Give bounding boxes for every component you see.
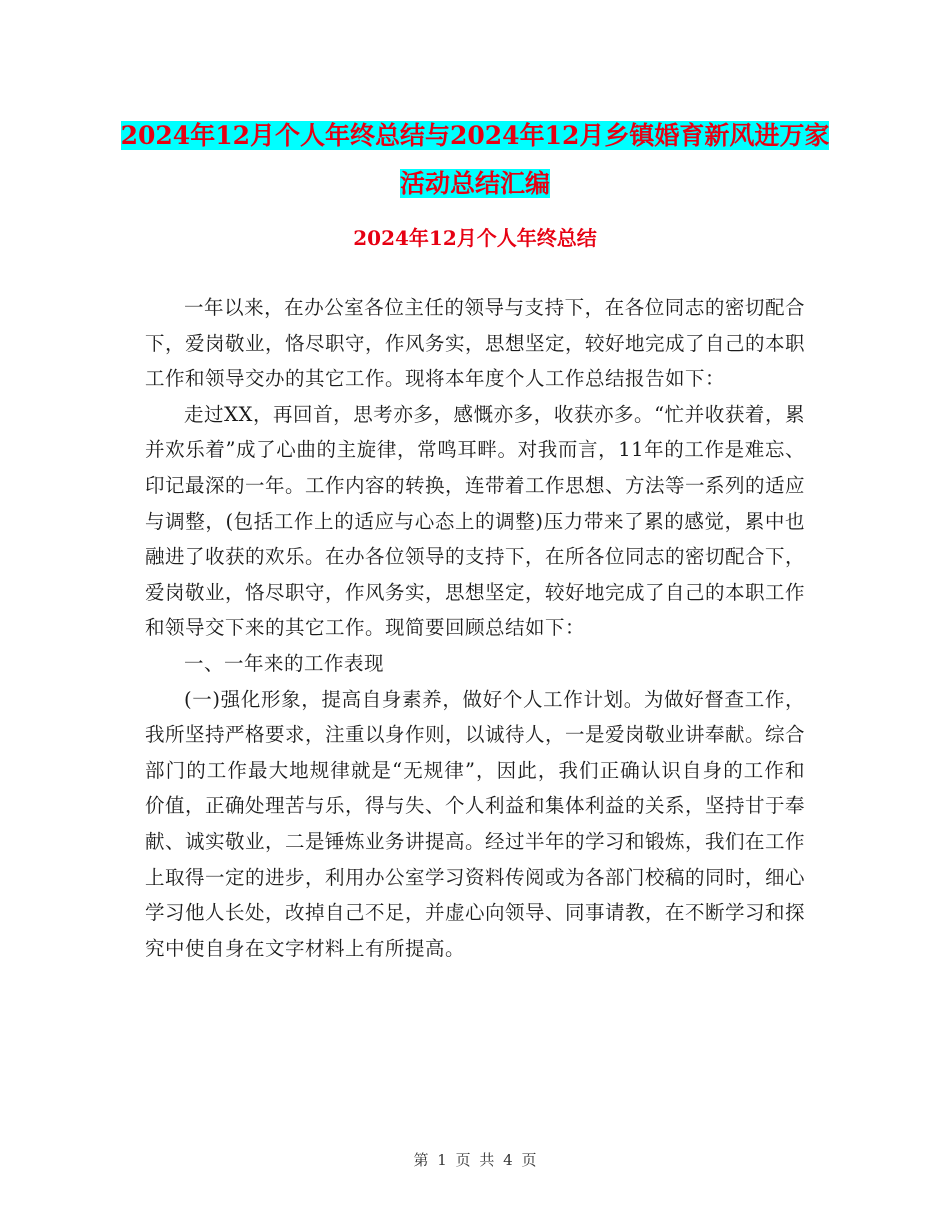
document-body bbox=[145, 290, 805, 966]
paragraph: 一年以来，在办公室各位主任的领导与支持下，在各位同志的密切配合下，爱岗敬业，恪尽职守，作风务实，思想坚定，较好地完成了自己的本职工作和领导交办的其它工作。现将本年度个人工作总结报告如下： bbox=[145, 296, 806, 391]
heading-paragraph: 一、一年来的工作表现 bbox=[184, 651, 385, 675]
page-footer: 第 1 页 共 4 页 bbox=[413, 1151, 537, 1169]
section-title: 2024年12月个人年终总结 bbox=[353, 226, 597, 250]
document-title bbox=[120, 112, 830, 208]
paragraph: (一)强化形象，提高自身素养，做好个人工作计划。为做好督查工作，我所坚持严格要求，注重以身作则，以诚待人，一是爱岗敬业讲奉献。综合部门的工作最大地规律就是“无规律”，因此，我们正确认识自身的工作和价值，正确处理苦与乐，得与失、个人利益和集体利益的关系，坚持甘于奉献、诚实敬业，二是锤炼业务讲提高。经过半年的学习和锻炼，我们在工作上取得一定的进步，利用办公室学习资料传阅或为各部门校稿的同时，细心学习他人长处，改掉自己不足，并虚心向领导、同事请教，在不断学习和探究中使自身在文字材料上有所提高。 bbox=[145, 687, 806, 960]
document-title-text: 2024年12月个人年终总结与2024年12月乡镇婚育新风进万家活动总结汇编 bbox=[120, 121, 830, 198]
paragraph: 走过XX，再回首，思考亦多，感慨亦多，收获亦多。“忙并收获着，累并欢乐着”成了心曲的主旋律，常鸣耳畔。对我而言，11年的工作是难忘、印记最深的一年。工作内容的转换，连带着工作思想、方法等一系列的适应与调整，(包括工作上的适应与心态上的调整)压力带来了累的感觉，累中也融进了收获的欢乐。在办各位领导的支持下，在所各位同志的密切配合下，爱岗敬业，恪尽职守，作风务实，思想坚定，较好地完成了自己的本职工作和领导交下来的其它工作。现简要回顾总结如下： bbox=[145, 402, 806, 640]
